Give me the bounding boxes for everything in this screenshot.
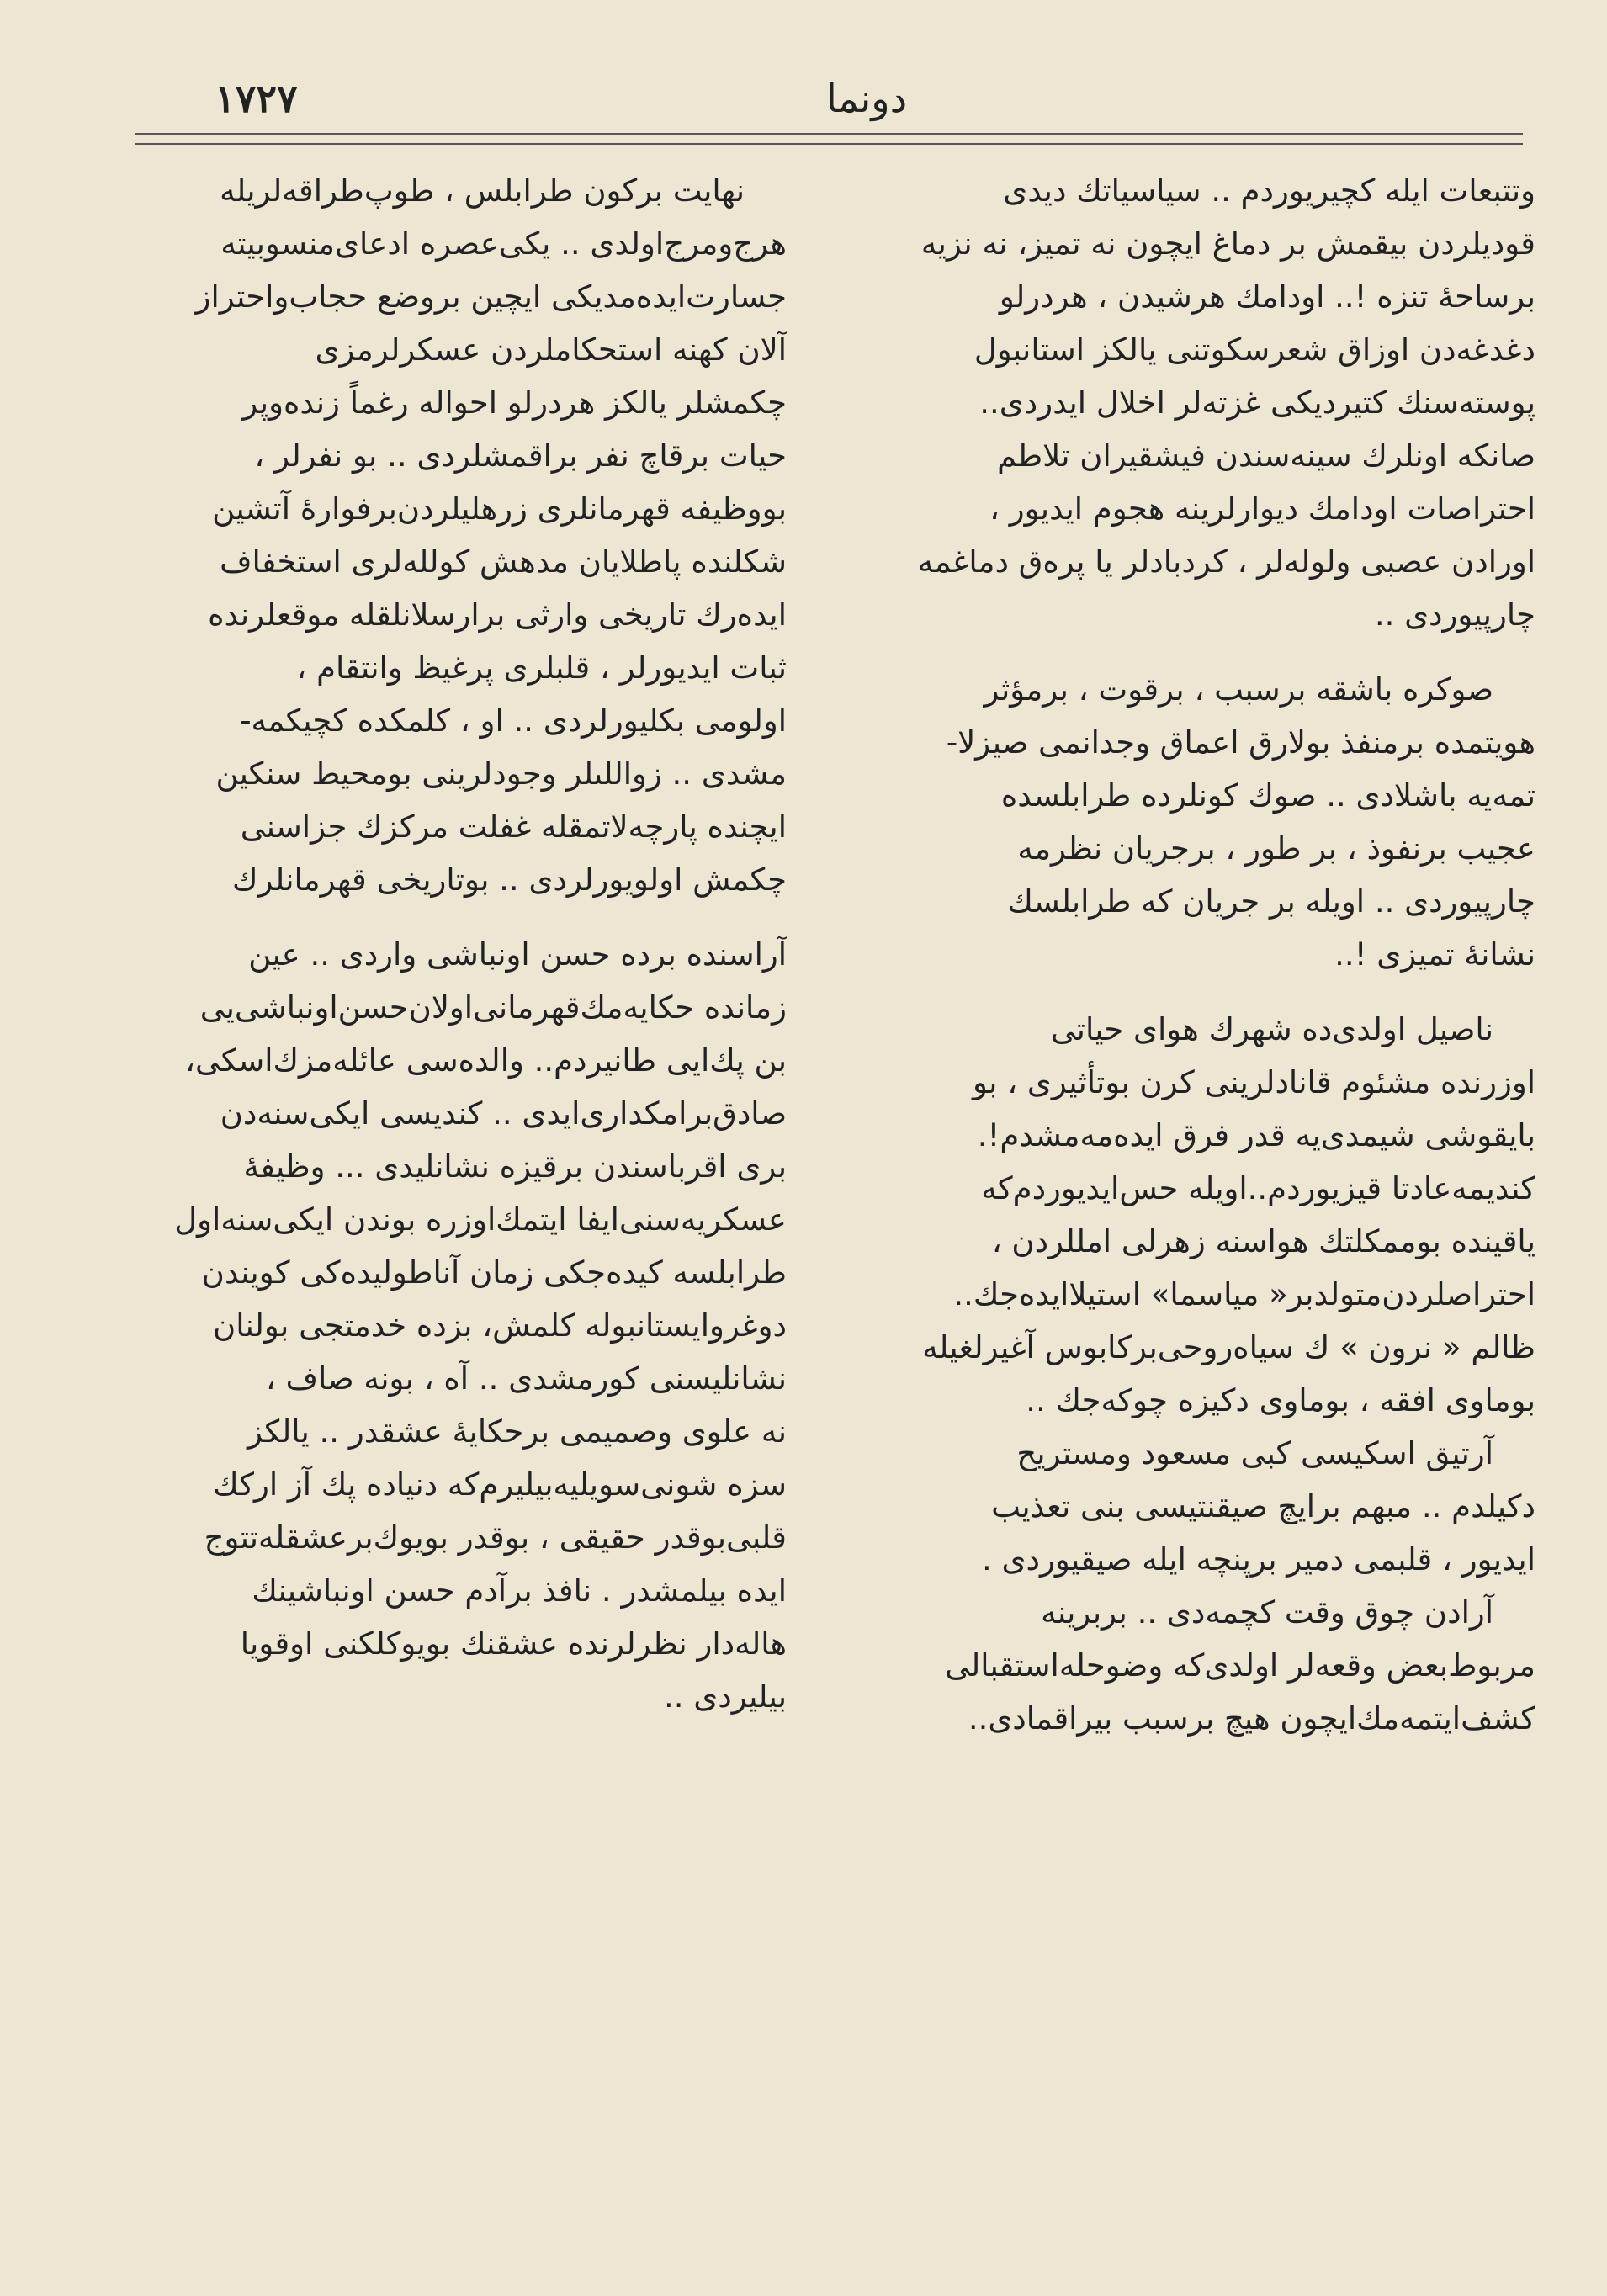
text-line: صانكه اونلرك سينه‌سندن فيشقيران تلاطم	[997, 437, 1535, 474]
text-line: ايديور ، قلبمى دمير برپنچه ايله صيقيوردى .	[982, 1541, 1535, 1578]
text-line: ايده بيلمشدر . نافذ برآدم حسن اونباشينك	[252, 1572, 787, 1609]
text-line: ظالم « نرون » ك سياه‌روحى‌بركابوس آغيرلغيله	[922, 1329, 1535, 1365]
text-line: ايده‌رك تاريخى وارثى برارسلانلقله موقعلرنده	[208, 597, 787, 633]
text-line: عجيب برنفوذ ، بر طور ، برجريان نظرمه	[1017, 830, 1535, 867]
paragraph	[126, 928, 787, 1723]
text-line: صوكره باشقه برسبب ، برقوت ، برمؤثر	[984, 671, 1493, 708]
text-line: حيات برقاچ نفر براقمشلردى .. بو نفرلر ،	[254, 437, 787, 474]
paragraph	[875, 1003, 1535, 1427]
text-line: هويتمده برمنفذ بولارق اعماق وجدانمى صيزلا-	[946, 724, 1535, 761]
paragraph	[126, 164, 787, 906]
text-line: نشانليسنى كورمشدى .. آه ، بونه صاف ،	[265, 1360, 787, 1397]
text-line: قلبى‌بوقدر حقيقى ، بوقدر بويوك‌برعشقله‌تتوج	[204, 1519, 787, 1556]
text-line: نه علوى وصميمى برحكايهٔ عشقدر .. يالكز	[247, 1413, 787, 1450]
text-line: چكمش اولويورلردى .. بوتاريخى قهرمانلرك	[232, 862, 787, 898]
paragraph	[875, 663, 1535, 981]
text-line: آراسنده برده حسن اونباشى واردى .. عين	[248, 936, 787, 973]
text-line: دوغروايستانبوله كلمش، بزده خدمتجى بولنان	[213, 1307, 787, 1344]
text-line: آلان كهنه استحكاملردن عسكرلرمزى	[315, 331, 787, 368]
text-line: آرادن چوق وقت كچمه‌دى .. بربرينه	[1041, 1594, 1493, 1631]
text-line: عسكريه‌سنى‌ايفا ايتمك‌اوزره بوندن ايكى‌سنه‌اول	[174, 1201, 787, 1238]
text-line: ثبات ايديورلر ، قلبلرى پرغيظ وانتقام ،	[296, 650, 787, 686]
text-line: چارپيوردى ..	[1374, 597, 1535, 633]
text-line: ايچنده پارچه‌لاتمقله غفلت مركزك جزاسنى	[240, 809, 787, 845]
text-line: اوزرنده مشئوم قانادلرينى كرن بوتأثيرى ، بو	[973, 1064, 1535, 1100]
header-rule	[135, 133, 1523, 145]
text-line: قوديلردن بيقمش بر دماغ ايچون نه تميز، نه نزيه	[920, 225, 1535, 262]
text-line: برساحهٔ تنزه !.. اودامك هرشيدن ، هردرلو	[999, 278, 1535, 315]
paragraph	[875, 1586, 1535, 1745]
text-line: وتتبعات ايله كچيريوردم .. سياسياتك ديدى	[1003, 172, 1535, 209]
text-line: احتراصات اودامك ديوارلرينه هجوم ايديور ،	[989, 490, 1535, 527]
text-line: هرج‌ومرج‌اولدى .. يكى‌عصره ادعاى‌منسوبيته	[220, 225, 787, 262]
page-number: ١٧٢٧	[215, 76, 298, 121]
text-line: شكلنده پاطلايان مدهش كولله‌لرى استخفاف	[220, 544, 787, 580]
paragraph	[875, 164, 1535, 641]
text-line: نهايت بركون طرابلس ، طوپ‌طراقه‌لريله	[220, 172, 745, 209]
left-column	[126, 164, 787, 1723]
text-line: ناصيل اولدى‌ده شهرك هواى حياتى	[1050, 1011, 1493, 1047]
text-line: اولومى بكليورلردى .. او ، كلمكده كچيكمه‌-	[240, 703, 787, 739]
text-line: كشف‌ايتمه‌مك‌ايچون هيچ برسبب بيراقمادى..	[968, 1700, 1535, 1737]
paragraph	[875, 1427, 1535, 1586]
text-line: مربوط‌بعض وقعه‌لر اولدى‌كه وضوحله‌استقبالى	[945, 1647, 1535, 1684]
text-line: پوسته‌سنك كتيرديكى غزته‌لر اخلال ايدردى..	[979, 384, 1535, 421]
text-line: صادق‌برامكدارى‌ايدى .. كنديسى ايكى‌سنه‌دن	[220, 1095, 787, 1132]
text-line: مشدى .. زواللىلر وجودلرينى بومحيط سنكين	[215, 756, 787, 792]
text-line: دغدغه‌دن اوزاق شعرسكوتنى يالكز استانبول	[973, 331, 1535, 368]
text-line: بوماوى افقه ، بوماوى دكيزه چوكه‌جك ..	[1026, 1382, 1535, 1418]
text-line: دكيلدم .. مبهم برايچ صيقنتيسى بنى تعذيب	[991, 1488, 1535, 1524]
text-line: طرابلسه كيده‌جكى زمان آناطوليده‌كى كويندن	[201, 1254, 787, 1291]
text-line: بن پك‌ايى طانيردم.. والده‌سى عائله‌مزك‌اسكى،	[185, 1042, 787, 1079]
text-line: بايقوشى شيمدى‌يه قدر فرق ايده‌مه‌مشدم!.	[977, 1117, 1535, 1153]
text-line: زمانده حكايه‌مك‌قهرمانى‌اولان‌حسن‌اونباشى‌يى	[199, 989, 787, 1026]
text-line: اورادن عصبى ولوله‌لر ، كردبادلر يا پره‌ق دماغمه	[917, 544, 1535, 580]
text-line: احتراصلردن‌متولدبر« مياسما» استيلاايده‌جك..	[953, 1276, 1535, 1312]
text-line: آرتيق اسكيسى كبى مسعود ومستريح	[1016, 1435, 1493, 1471]
text-line: بيليردى ..	[663, 1678, 787, 1715]
text-line: سزه شونى‌سويليه‌بيليرم‌كه دنياده پك آز اركك	[213, 1466, 787, 1503]
text-line: هاله‌دار نظرلرنده عشقنك بويوكلكنى اوقويا	[240, 1625, 787, 1662]
right-column	[875, 164, 1535, 1745]
text-line: ياقينده بوممكلتك هواسنه زهرلى امللردن ،	[991, 1223, 1535, 1259]
text-line: چكمشلر يالكز هردرلو احواله رغماً زنده‌وپر	[242, 384, 787, 421]
text-line: بووظيفه قهرمانلرى زرهليلردن‌برفوارهٔ آتشين	[212, 490, 787, 527]
text-line: نشانهٔ تميزى !..	[1334, 936, 1535, 973]
text-line: برى اقرباسندن برقيزه نشانليدى ... وظيفهٔ	[243, 1148, 787, 1185]
running-head: دونما	[825, 76, 908, 121]
text-line: تمه‌يه باشلادى .. صوك كونلرده طرابلسده	[1000, 777, 1535, 814]
text-line: كنديمه‌عادتا قيزيوردم..اويله حس‌ايديوردم‌كه	[981, 1170, 1535, 1206]
text-line: جسارت‌ايده‌مديكى ايچين بروضع حجاب‌واحتراز	[195, 278, 787, 315]
text-line: چارپيوردى .. اويله بر جريان كه طرابلسك	[1007, 883, 1535, 920]
